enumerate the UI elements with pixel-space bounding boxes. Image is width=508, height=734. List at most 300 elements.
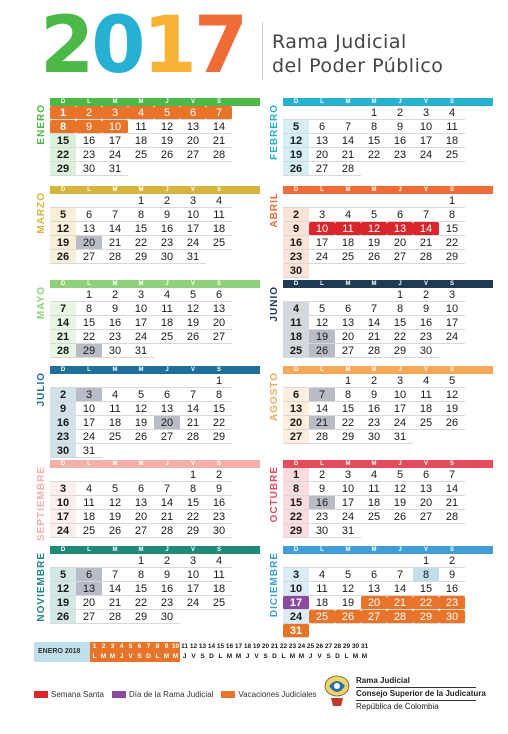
empty-cell <box>128 468 154 482</box>
strip-day-number: 7 <box>144 642 153 652</box>
weekday-label: J <box>398 367 402 373</box>
day-cell: 20 <box>413 496 439 510</box>
weekday-label: J <box>398 281 402 287</box>
strip-day-number: 22 <box>279 643 288 650</box>
day-cell: 20 <box>335 330 361 344</box>
day-cell: 21 <box>387 596 413 610</box>
day-cell: 20 <box>180 134 206 148</box>
day-cell: 25 <box>154 330 180 344</box>
day-cell: 29 <box>180 524 206 538</box>
day-cell: 5 <box>335 568 361 582</box>
weekday-label: M <box>345 461 351 467</box>
day-cell: 14 <box>361 316 387 330</box>
day-cell: 21 <box>50 330 76 344</box>
day-cell: 2 <box>50 388 76 402</box>
weekday-label: J <box>165 187 169 193</box>
weekday-label: D <box>60 547 66 553</box>
day-cell: 22 <box>50 148 76 162</box>
day-cell: 26 <box>335 610 361 624</box>
logo-line-2: Consejo Superior de la Judicatura <box>356 689 486 698</box>
weekday-label: M <box>345 281 351 287</box>
day-cell: 7 <box>335 120 361 134</box>
day-cell: 20 <box>76 236 102 250</box>
day-cell: 9 <box>439 568 465 582</box>
weekday-header <box>50 98 260 106</box>
weekday-label: M <box>345 547 351 553</box>
strip-day <box>234 642 243 662</box>
month-label: OCTUBRE <box>269 466 280 523</box>
day-cell: 5 <box>283 120 309 134</box>
weekday-label: S <box>216 99 221 105</box>
strip-day-number: 12 <box>189 643 198 650</box>
day-cell: 11 <box>76 496 102 510</box>
day-cell: 2 <box>387 106 413 120</box>
weekday-label: M <box>112 547 118 553</box>
day-cell: 5 <box>309 302 335 316</box>
day-cell: 8 <box>439 208 465 222</box>
strip-day <box>153 642 162 662</box>
month-label: FEBRERO <box>269 104 280 160</box>
weekday-header <box>50 366 260 374</box>
weekday-label: V <box>190 99 195 105</box>
day-cell: 29 <box>76 344 102 358</box>
day-cell: 16 <box>439 582 465 596</box>
day-cell: 10 <box>128 302 154 316</box>
day-cell: 26 <box>439 416 465 430</box>
strip-day-weekday: L <box>90 652 99 662</box>
weekday-label: D <box>60 367 66 373</box>
strip-day-weekday: D <box>272 653 277 660</box>
strip-day-weekday: M <box>172 653 179 660</box>
strip-day-number: 4 <box>117 642 126 652</box>
strip-day <box>171 642 180 662</box>
day-cell: 9 <box>387 120 413 134</box>
empty-cell <box>283 288 309 302</box>
day-cell: 29 <box>128 250 154 264</box>
day-cell: 9 <box>154 568 180 582</box>
day-cell: 9 <box>361 388 387 402</box>
day-cell: 3 <box>128 288 154 302</box>
weekday-label: J <box>165 367 169 373</box>
strip-day-number: 6 <box>135 642 144 652</box>
day-cell: 26 <box>283 162 309 176</box>
day-cell: 30 <box>50 444 76 458</box>
empty-cell <box>309 554 335 568</box>
day-cell: 18 <box>361 496 387 510</box>
weekday-label: V <box>190 547 195 553</box>
empty-cell <box>154 468 180 482</box>
day-cell: 23 <box>361 416 387 430</box>
day-cell: 18 <box>309 596 335 610</box>
day-cell: 2 <box>361 374 387 388</box>
day-cell: 11 <box>361 482 387 496</box>
day-cell: 6 <box>309 120 335 134</box>
day-cell: 27 <box>309 162 335 176</box>
day-cell: 24 <box>413 148 439 162</box>
day-cell: 20 <box>361 596 387 610</box>
day-cell: 1 <box>206 374 232 388</box>
strip-day <box>297 642 306 662</box>
weekday-label: L <box>87 547 91 553</box>
weekday-label: S <box>449 187 454 193</box>
day-cell: 1 <box>387 288 413 302</box>
day-cell: 13 <box>128 496 154 510</box>
weekday-label: D <box>60 281 66 287</box>
day-cell: 24 <box>50 524 76 538</box>
day-cell: 22 <box>180 510 206 524</box>
day-cell: 7 <box>309 388 335 402</box>
day-cell: 16 <box>102 316 128 330</box>
day-cell: 19 <box>283 148 309 162</box>
year-digit: 7 <box>193 1 246 91</box>
day-cell: 19 <box>50 236 76 250</box>
day-cell: 14 <box>102 582 128 596</box>
day-cell: 18 <box>154 316 180 330</box>
weekday-label: V <box>190 281 195 287</box>
weekday-label: S <box>449 99 454 105</box>
day-cell: 23 <box>102 330 128 344</box>
day-cell: 4 <box>413 374 439 388</box>
legend-swatch <box>112 691 126 698</box>
strip-day <box>135 642 144 662</box>
day-cell: 17 <box>439 316 465 330</box>
day-cell: 20 <box>283 416 309 430</box>
strip-day-number: 20 <box>261 643 270 650</box>
day-cell: 21 <box>335 148 361 162</box>
day-cell: 9 <box>50 402 76 416</box>
empty-cell <box>387 554 413 568</box>
month-abril <box>269 186 493 278</box>
day-cell: 4 <box>206 554 232 568</box>
day-cell: 10 <box>102 120 128 134</box>
empty-cell <box>76 468 102 482</box>
day-grid <box>283 194 493 278</box>
day-cell: 7 <box>102 568 128 582</box>
day-cell: 25 <box>283 344 309 358</box>
strip-day-weekday: M <box>226 653 233 660</box>
empty-cell <box>102 468 128 482</box>
day-cell: 18 <box>206 582 232 596</box>
day-cell: 16 <box>50 416 76 430</box>
day-cell: 3 <box>50 482 76 496</box>
strip-day-weekday: J <box>117 652 126 662</box>
weekday-label: J <box>398 99 402 105</box>
weekday-label: L <box>87 187 91 193</box>
day-cell: 7 <box>154 482 180 496</box>
weekday-header <box>50 186 260 194</box>
day-cell: 18 <box>102 416 128 430</box>
day-cell: 16 <box>309 496 335 510</box>
day-cell: 24 <box>283 610 309 624</box>
weekday-label: L <box>320 281 324 287</box>
strip-day-weekday: V <box>317 653 322 660</box>
strip-day <box>126 642 135 662</box>
day-cell: 29 <box>206 430 232 444</box>
day-cell: 12 <box>50 582 76 596</box>
day-cell: 11 <box>206 208 232 222</box>
strip-day <box>279 642 288 662</box>
day-cell: 27 <box>283 430 309 444</box>
day-cell: 27 <box>154 430 180 444</box>
day-cell: 21 <box>439 496 465 510</box>
day-cell: 17 <box>335 496 361 510</box>
day-cell: 17 <box>180 222 206 236</box>
day-cell: 13 <box>154 402 180 416</box>
day-cell: 24 <box>309 250 335 264</box>
day-cell: 30 <box>76 162 102 176</box>
strip-day-weekday: M <box>289 653 296 660</box>
day-cell: 12 <box>102 496 128 510</box>
strip-day-weekday: V <box>126 652 135 662</box>
day-cell: 15 <box>361 134 387 148</box>
day-cell: 22 <box>413 596 439 610</box>
empty-cell <box>50 374 76 388</box>
day-cell: 13 <box>283 402 309 416</box>
day-cell: 20 <box>128 510 154 524</box>
legend-item-rama-judicial <box>112 690 213 699</box>
day-cell: 5 <box>128 388 154 402</box>
day-cell: 7 <box>361 302 387 316</box>
day-cell: 4 <box>309 568 335 582</box>
strip-day-number: 26 <box>315 643 324 650</box>
day-cell: 25 <box>309 610 335 624</box>
strip-day <box>315 642 324 662</box>
weekday-label: V <box>423 461 428 467</box>
day-cell: 28 <box>309 430 335 444</box>
day-cell: 26 <box>361 250 387 264</box>
day-cell: 19 <box>335 596 361 610</box>
day-cell: 30 <box>154 610 180 624</box>
day-cell: 19 <box>50 596 76 610</box>
day-cell: 28 <box>102 610 128 624</box>
day-cell: 17 <box>50 510 76 524</box>
empty-cell <box>361 194 387 208</box>
weekday-label: M <box>138 281 144 287</box>
day-cell: 30 <box>309 524 335 538</box>
day-cell: 5 <box>50 568 76 582</box>
day-grid <box>50 554 260 624</box>
day-cell: 1 <box>413 554 439 568</box>
day-cell: 26 <box>387 510 413 524</box>
day-cell: 20 <box>76 596 102 610</box>
day-cell: 14 <box>102 222 128 236</box>
empty-cell <box>283 194 309 208</box>
empty-cell <box>283 106 309 120</box>
strip-day-number: 8 <box>153 642 162 652</box>
day-cell: 23 <box>50 430 76 444</box>
day-grid <box>50 468 260 538</box>
weekday-label: M <box>112 367 118 373</box>
weekday-label: M <box>112 187 118 193</box>
day-cell: 4 <box>102 388 128 402</box>
day-cell: 12 <box>439 388 465 402</box>
strip-day-number: 1 <box>90 642 99 652</box>
day-cell: 22 <box>283 510 309 524</box>
weekday-label: L <box>320 461 324 467</box>
day-cell: 19 <box>309 330 335 344</box>
weekday-label: S <box>449 367 454 373</box>
day-cell: 17 <box>128 316 154 330</box>
month-enero <box>36 98 260 176</box>
day-cell: 23 <box>387 148 413 162</box>
day-cell: 9 <box>102 302 128 316</box>
day-cell: 26 <box>154 148 180 162</box>
day-cell: 18 <box>413 402 439 416</box>
day-cell: 24 <box>335 510 361 524</box>
day-cell: 3 <box>76 388 102 402</box>
day-cell: 5 <box>180 288 206 302</box>
empty-cell <box>309 194 335 208</box>
month-noviembre <box>36 546 260 624</box>
day-cell: 24 <box>128 330 154 344</box>
weekday-label: V <box>190 461 195 467</box>
strip-day <box>189 642 198 662</box>
day-cell: 2 <box>309 468 335 482</box>
day-cell: 16 <box>361 402 387 416</box>
day-cell: 30 <box>206 524 232 538</box>
day-cell: 17 <box>309 236 335 250</box>
day-cell: 7 <box>413 208 439 222</box>
day-cell: 8 <box>128 208 154 222</box>
day-cell: 8 <box>50 120 76 134</box>
day-cell: 17 <box>413 134 439 148</box>
day-cell: 25 <box>102 430 128 444</box>
month-marzo <box>36 186 260 264</box>
day-cell: 5 <box>50 208 76 222</box>
day-cell: 3 <box>413 106 439 120</box>
weekday-label: M <box>138 187 144 193</box>
day-cell: 1 <box>335 374 361 388</box>
day-cell: 1 <box>361 106 387 120</box>
year-digit: 0 <box>91 1 143 91</box>
weekday-label: S <box>216 461 221 467</box>
day-cell: 21 <box>154 510 180 524</box>
day-cell: 8 <box>361 120 387 134</box>
strip-day-weekday: S <box>135 652 144 662</box>
day-cell: 27 <box>387 250 413 264</box>
strip-day <box>306 642 315 662</box>
weekday-label: L <box>87 99 91 105</box>
day-cell: 6 <box>76 568 102 582</box>
empty-cell <box>335 106 361 120</box>
strip-day-weekday: S <box>263 653 268 660</box>
empty-cell <box>76 554 102 568</box>
day-cell: 29 <box>439 250 465 264</box>
strip-day <box>252 642 261 662</box>
day-cell: 4 <box>361 468 387 482</box>
month-octubre <box>269 460 493 538</box>
empty-cell <box>50 288 76 302</box>
day-cell: 2 <box>154 554 180 568</box>
month-diciembre <box>269 546 493 638</box>
day-cell: 6 <box>335 302 361 316</box>
day-cell: 20 <box>387 236 413 250</box>
day-cell: 10 <box>309 222 335 236</box>
strip-day <box>162 642 171 662</box>
day-cell: 16 <box>206 496 232 510</box>
day-cell: 3 <box>180 194 206 208</box>
strip-day-number: 27 <box>324 643 333 650</box>
weekday-label: S <box>449 547 454 553</box>
day-cell: 10 <box>180 568 206 582</box>
day-cell: 31 <box>128 344 154 358</box>
day-cell: 11 <box>309 582 335 596</box>
weekday-label: M <box>371 281 377 287</box>
day-cell: 28 <box>439 510 465 524</box>
day-cell: 21 <box>102 596 128 610</box>
day-cell: 25 <box>206 236 232 250</box>
next-year-strip <box>34 642 369 662</box>
day-grid <box>50 194 260 264</box>
day-cell: 2 <box>154 194 180 208</box>
weekday-label: D <box>293 99 299 105</box>
weekday-label: L <box>320 547 324 553</box>
empty-cell <box>50 554 76 568</box>
day-cell: 6 <box>206 288 232 302</box>
strip-day-number: 23 <box>288 643 297 650</box>
day-cell: 13 <box>76 582 102 596</box>
weekday-label: M <box>345 187 351 193</box>
day-cell: 2 <box>102 288 128 302</box>
day-cell: 5 <box>102 482 128 496</box>
strip-day <box>198 642 207 662</box>
day-cell: 12 <box>335 582 361 596</box>
strip-day <box>333 642 342 662</box>
day-cell: 16 <box>154 582 180 596</box>
day-cell: 11 <box>283 316 309 330</box>
day-cell: 27 <box>206 330 232 344</box>
day-cell: 5 <box>387 468 413 482</box>
day-cell: 8 <box>413 568 439 582</box>
day-cell: 3 <box>439 288 465 302</box>
strip-day <box>360 642 369 662</box>
day-cell: 14 <box>154 496 180 510</box>
day-cell: 18 <box>283 330 309 344</box>
strip-day <box>288 642 297 662</box>
strip-day-number: 16 <box>225 643 234 650</box>
weekday-label: L <box>320 187 324 193</box>
day-cell: 12 <box>128 402 154 416</box>
day-cell: 9 <box>309 482 335 496</box>
day-cell: 8 <box>206 388 232 402</box>
day-cell: 25 <box>335 250 361 264</box>
strip-day-weekday: M <box>235 653 242 660</box>
weekday-label: V <box>423 99 428 105</box>
day-cell: 10 <box>50 496 76 510</box>
day-cell: 3 <box>102 106 128 120</box>
strip-day <box>207 642 216 662</box>
day-cell: 1 <box>128 554 154 568</box>
day-cell: 15 <box>335 402 361 416</box>
weekday-header <box>50 546 260 554</box>
strip-day <box>99 642 108 662</box>
month-julio <box>36 366 260 458</box>
legend-label: Semana Santa <box>51 690 104 699</box>
day-cell: 10 <box>387 388 413 402</box>
strip-day-weekday: L <box>218 653 223 660</box>
weekday-label: D <box>293 461 299 467</box>
month-label: MAYO <box>36 286 47 320</box>
day-grid <box>50 374 260 458</box>
day-cell: 14 <box>50 316 76 330</box>
strip-day-weekday: M <box>163 653 170 660</box>
weekday-label: J <box>398 461 402 467</box>
day-cell: 31 <box>283 624 309 638</box>
day-cell: 19 <box>154 134 180 148</box>
day-cell: 8 <box>180 482 206 496</box>
day-cell: 13 <box>335 316 361 330</box>
day-cell: 28 <box>154 524 180 538</box>
